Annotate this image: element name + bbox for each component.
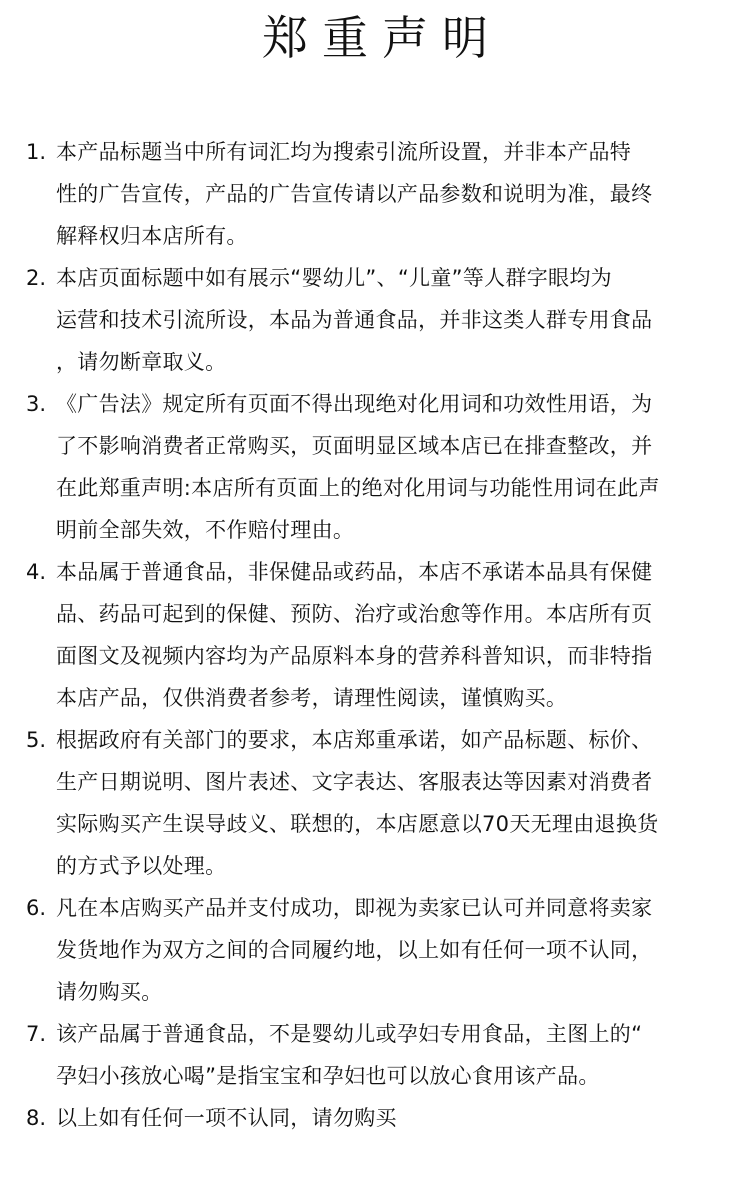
clause-number: 8. <box>26 1106 47 1130</box>
clause-item-8 <box>26 1097 726 1139</box>
clause-text: 根据政府有关部门的要求，本店郑重承诺，如产品标题、标价、 生产日期说明、图片表述、文字表达、客服表达等因素对消费者 实际购买产生误导歧义、联想的，本店愿意以70天无理由退换货 的方式予以处理。 <box>56 728 659 878</box>
clause-item-3 <box>26 383 726 551</box>
clause-text: 本品属于普通食品，非保健品或药品，本店不承诺本品具有保健 品、药品可起到的保健、预防、治疗或治愈等作用。本店所有页 面图文及视频内容均为产品原料本身的营养科普知识，而非特指 本店产品，仅供消费者参考，请理性阅读，谨慎购买。 <box>56 560 653 710</box>
clause-text: 本产品标题当中所有词汇均为搜索引流所设置，并非本产品特 性的广告宣传，产品的广告宣传请以产品参数和说明为准，最终 解释权归本店所有。 <box>56 140 653 248</box>
clause-number: 5. <box>26 728 47 752</box>
clause-number: 6. <box>26 896 47 920</box>
clause-text: 该产品属于普通食品，不是婴幼儿或孕妇专用食品，主图上的“ 孕妇小孩放心喝”是指宝宝和孕妇也可以放心食用该产品。 <box>56 1022 643 1088</box>
clause-number: 3. <box>26 392 47 416</box>
clause-list <box>26 131 726 1139</box>
clause-text: 凡在本店购买产品并支付成功，即视为卖家已认可并同意将卖家 发货地作为双方之间的合同履约地，以上如有任何一项不认同， 请勿购买。 <box>56 896 653 1004</box>
clause-number: 2. <box>26 266 47 290</box>
clause-item-6 <box>26 887 726 1013</box>
clause-text: 本店页面标题中如有展示“婴幼儿”、“儿童”等人群字眼均为 运营和技术引流所设，本品为普通食品，并非这类人群专用食品 ，请勿断章取义。 <box>56 266 653 374</box>
clause-item-4 <box>26 551 726 719</box>
page-title: 郑重声明 <box>262 11 502 65</box>
clause-item-1 <box>26 131 726 257</box>
clause-item-7 <box>26 1013 726 1097</box>
clause-item-2 <box>26 257 726 383</box>
clause-number: 4. <box>26 560 47 584</box>
clause-text: 《广告法》规定所有页面不得出现绝对化用词和功效性用语，为 了不影响消费者正常购买，页面明显区域本店已在排查整改，并 在此郑重声明:本店所有页面上的绝对化用词与功能性用词在此声 明前全部失效，不作赔付理由。 <box>56 392 660 542</box>
clause-item-5 <box>26 719 726 887</box>
clause-number: 7. <box>26 1022 47 1046</box>
clause-text: 以上如有任何一项不认同，请勿购买 <box>56 1106 397 1130</box>
clause-number: 1. <box>26 140 47 164</box>
